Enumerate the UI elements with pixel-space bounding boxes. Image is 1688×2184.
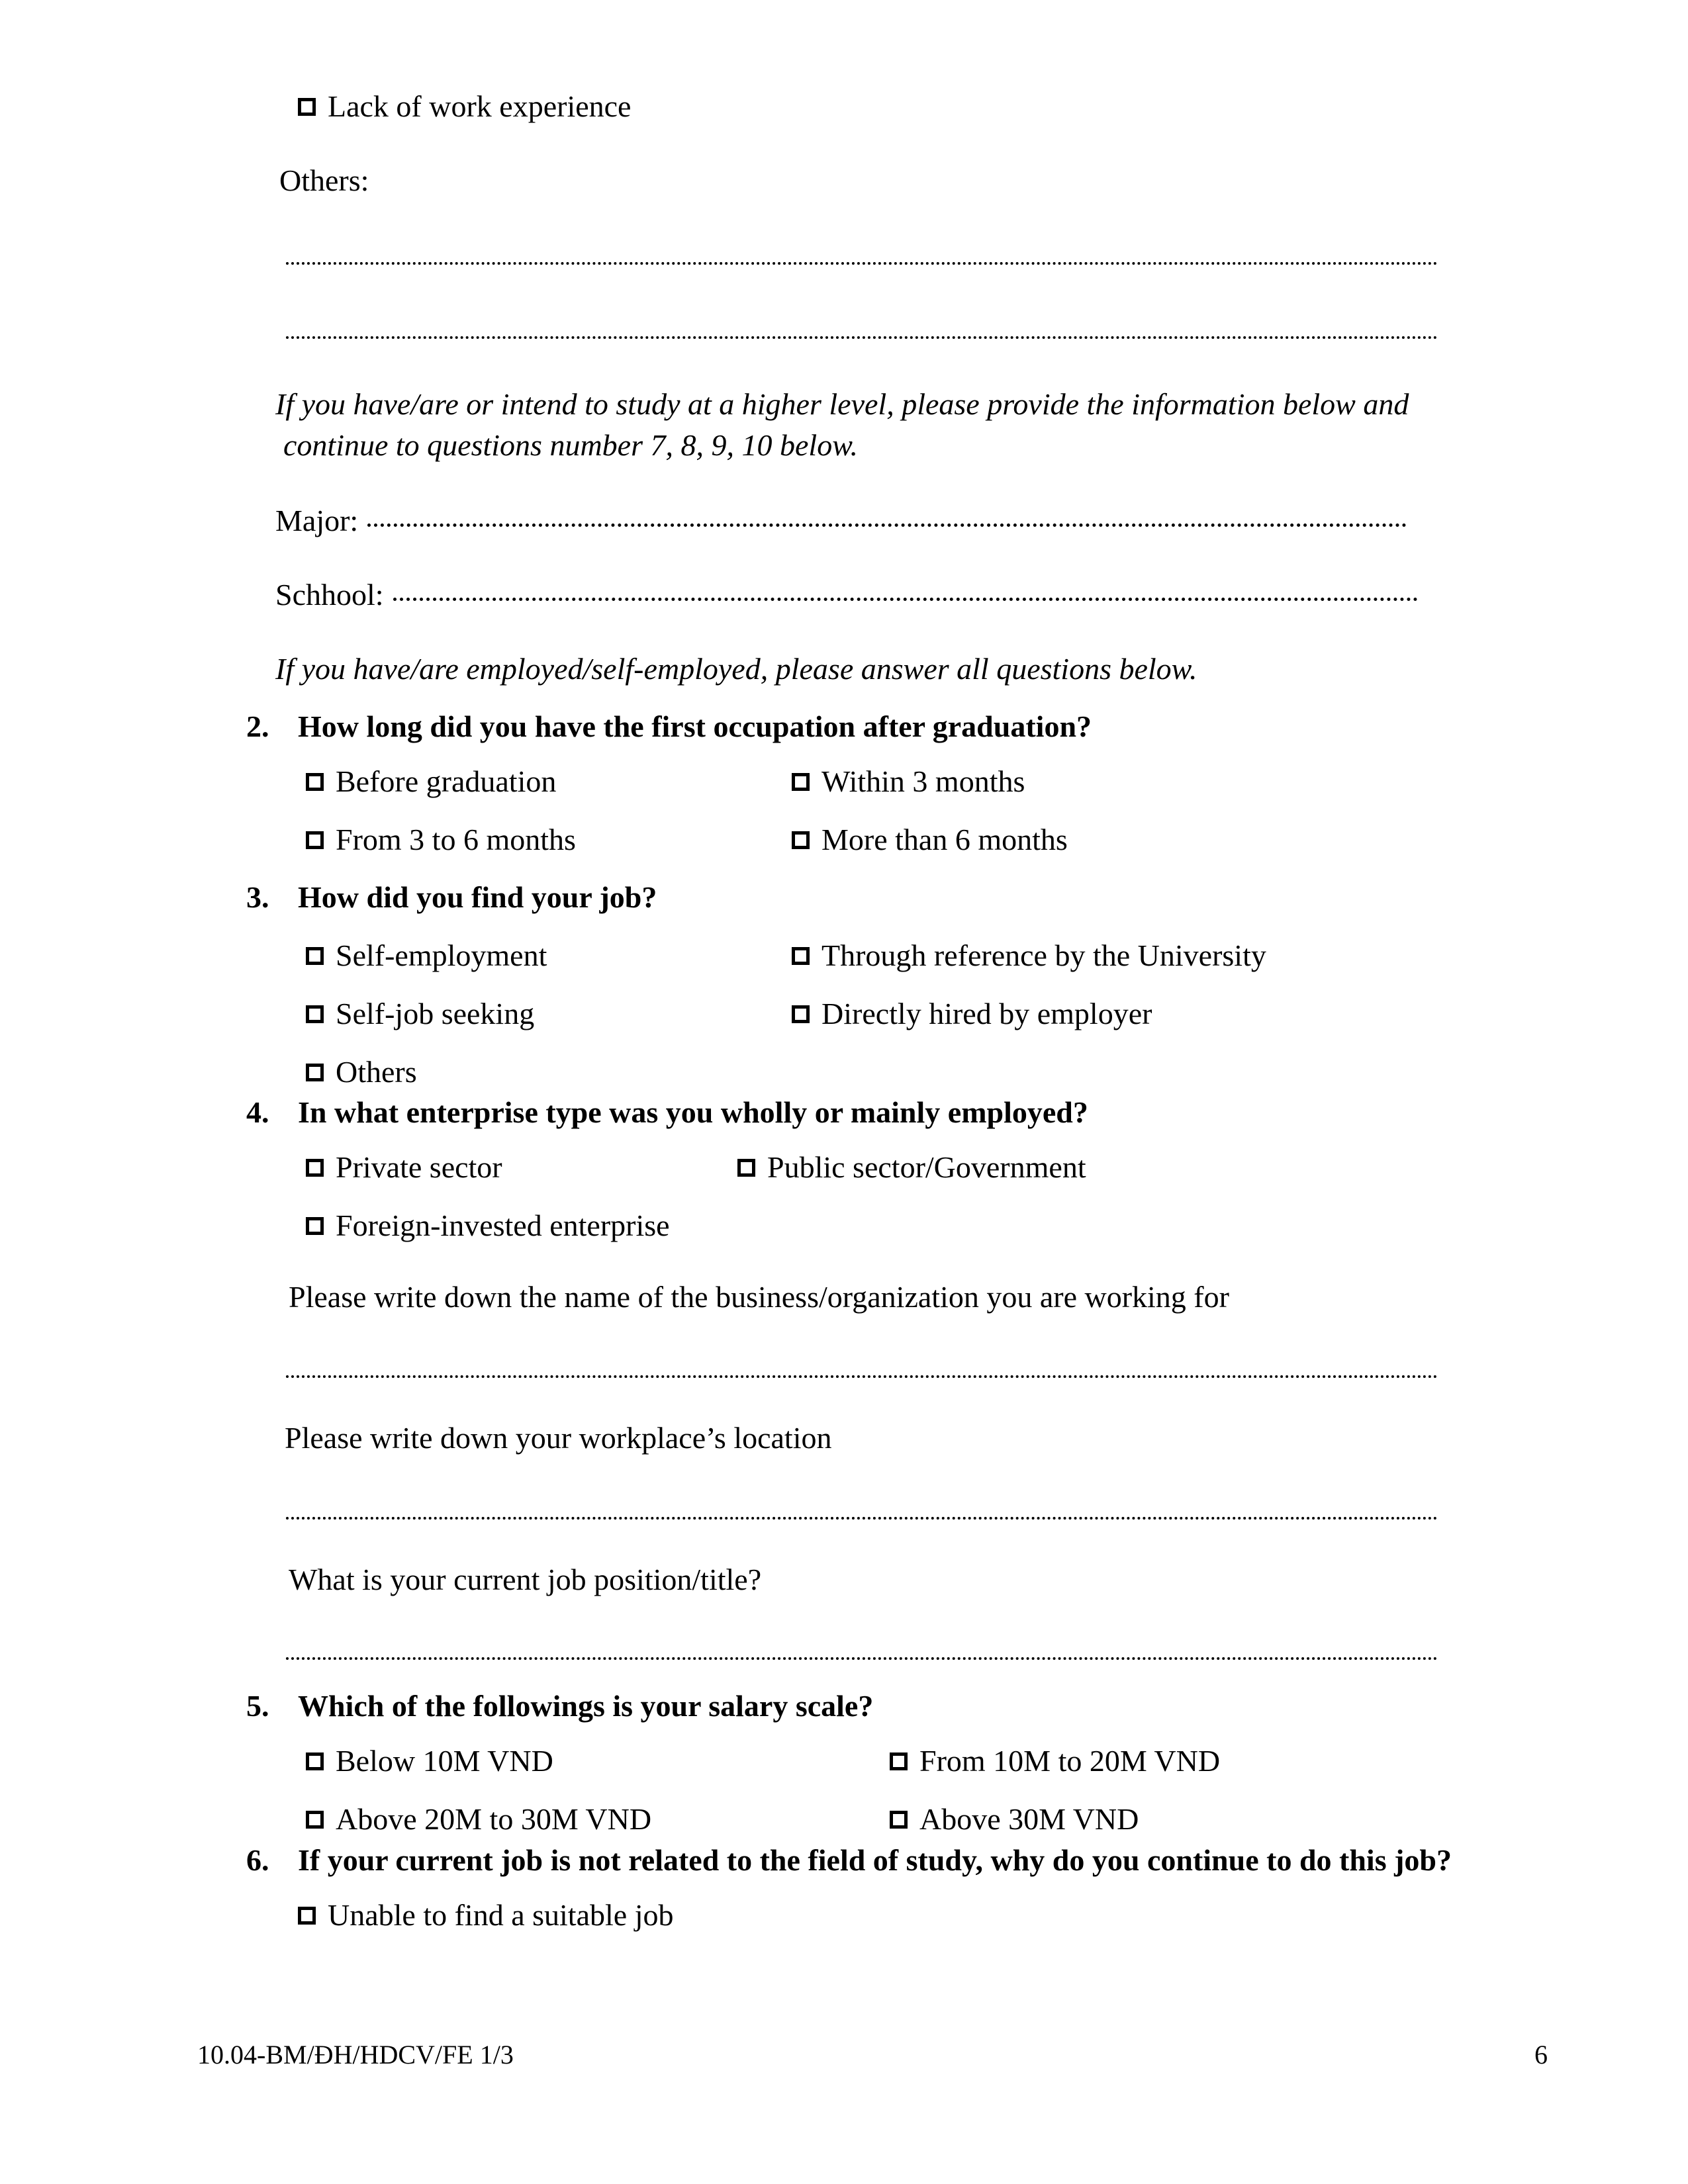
checkbox[interactable] (306, 831, 324, 849)
option-label: From 10M to 20M VND (919, 1744, 1221, 1778)
option-20m-to-30m[interactable] (306, 1804, 651, 1835)
school-input-line[interactable] (393, 598, 1418, 601)
higher-study-note-line1: If you have/are or intend to study at a higher level, please provide the information below and (275, 387, 1409, 421)
option-label: From 3 to 6 months (336, 823, 576, 856)
question-text: If your current job is not related to the field of study, why do you continue to do this job? (298, 1843, 1452, 1877)
option-label: Before graduation (336, 764, 557, 798)
school-field[interactable] (275, 580, 1418, 610)
option-label: Below 10M VND (336, 1744, 553, 1778)
position-prompt: What is your current job position/title? (289, 1563, 762, 1596)
major-label: Major: (275, 504, 359, 537)
checkbox[interactable] (306, 773, 324, 791)
option-unable-to-find-suitable-job[interactable] (298, 1900, 674, 1931)
checkbox[interactable] (298, 98, 316, 116)
question-number: 5. (246, 1689, 269, 1723)
business-prompt: Please write down the name of the business/organization you are working for (289, 1280, 1229, 1314)
option-label: Others (336, 1055, 417, 1089)
question-text: How did you find your job? (298, 880, 657, 914)
option-public-sector[interactable] (737, 1152, 1086, 1183)
option-label: Unable to find a suitable job (328, 1898, 674, 1932)
question-text: In what enterprise type was you wholly or mainly employed? (298, 1095, 1088, 1129)
option-label: Self-job seeking (336, 997, 535, 1030)
question-text: How long did you have the first occupation after graduation? (298, 709, 1092, 743)
position-answer-line[interactable] (286, 1657, 1438, 1660)
major-input-line[interactable] (367, 523, 1407, 527)
checkbox[interactable] (890, 1811, 908, 1829)
employed-note: If you have/are employed/self-employed, please answer all questions below. (275, 652, 1197, 686)
question-number: 3. (246, 880, 269, 914)
option-lack-of-work-experience[interactable] (298, 91, 631, 122)
option-below-10m[interactable] (306, 1746, 553, 1776)
checkbox[interactable] (890, 1752, 908, 1770)
business-answer-line[interactable] (286, 1375, 1438, 1378)
option-label: Public sector/Government (767, 1150, 1086, 1184)
option-10m-to-20m[interactable] (890, 1746, 1220, 1776)
option-label: Above 30M VND (919, 1802, 1139, 1836)
option-label: More than 6 months (821, 823, 1068, 856)
checkbox[interactable] (298, 1907, 316, 1925)
page-number: 6 (1534, 2040, 1548, 2070)
question-text: Which of the followings is your salary scale? (298, 1689, 874, 1723)
checkbox[interactable] (306, 1005, 324, 1023)
checkbox[interactable] (306, 947, 324, 965)
checkbox[interactable] (792, 947, 810, 965)
option-3-to-6-months[interactable] (306, 825, 576, 855)
school-label: Schhool: (275, 578, 384, 612)
option-self-employment[interactable] (306, 940, 547, 971)
major-field[interactable] (275, 506, 1407, 536)
option-label: Within 3 months (821, 764, 1025, 798)
checkbox[interactable] (306, 1217, 324, 1235)
option-label: Foreign-invested enterprise (336, 1208, 670, 1242)
option-others[interactable] (306, 1057, 417, 1087)
location-prompt: Please write down your workplace’s location (285, 1421, 832, 1455)
question-number: 2. (246, 709, 269, 743)
option-self-job-seeking[interactable] (306, 999, 534, 1029)
option-foreign-invested[interactable] (306, 1210, 670, 1241)
checkbox[interactable] (306, 1064, 324, 1081)
option-label: Lack of work experience (328, 89, 632, 123)
option-directly-hired[interactable] (792, 999, 1152, 1029)
others-answer-line-2[interactable] (286, 336, 1438, 339)
checkbox[interactable] (306, 1752, 324, 1770)
option-before-graduation[interactable] (306, 766, 556, 797)
location-answer-line[interactable] (286, 1517, 1438, 1520)
option-label: Through reference by the University (821, 938, 1266, 972)
checkbox[interactable] (792, 773, 810, 791)
option-label: Private sector (336, 1150, 502, 1184)
checkbox[interactable] (792, 1005, 810, 1023)
option-private-sector[interactable] (306, 1152, 502, 1183)
checkbox[interactable] (737, 1159, 755, 1177)
option-more-than-6-months[interactable] (792, 825, 1068, 855)
others-label: Others: (279, 163, 369, 197)
question-number: 4. (246, 1095, 269, 1129)
checkbox[interactable] (306, 1811, 324, 1829)
higher-study-note-line2: continue to questions number 7, 8, 9, 10 below. (283, 428, 858, 462)
others-answer-line-1[interactable] (286, 262, 1438, 265)
checkbox[interactable] (306, 1159, 324, 1177)
option-reference-by-university[interactable] (792, 940, 1266, 971)
option-label: Directly hired by employer (821, 997, 1152, 1030)
checkbox[interactable] (792, 831, 810, 849)
question-number: 6. (246, 1843, 269, 1877)
form-code: 10.04-BM/ĐH/HDCV/FE 1/3 (197, 2040, 514, 2070)
option-label: Self-employment (336, 938, 547, 972)
option-within-3-months[interactable] (792, 766, 1025, 797)
option-label: Above 20M to 30M VND (336, 1802, 652, 1836)
option-above-30m[interactable] (890, 1804, 1139, 1835)
